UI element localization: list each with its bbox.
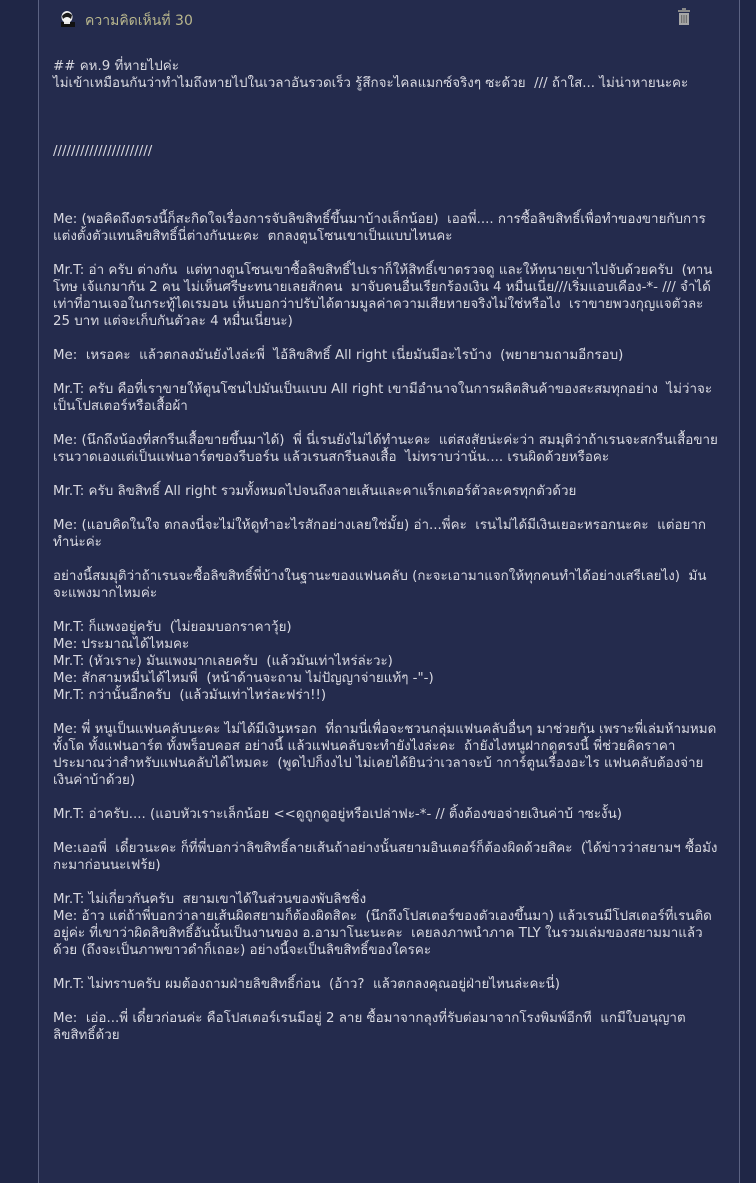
- paragraph-dialog: Me:เออพี่ เดี๋ยวนะคะ ก็ที่พี่บอกว่าลิขสิทธิ์ลายเส้นถ้าอย่างนั้นสยามอินเตอร์ก็ต้องผิดด้วยสิคะ (ได้ข่าวว่าสยามฯ ซื้อมังกะมาก่อนนะเฟร้ย): [53, 841, 718, 873]
- paragraph-dialog: Me: (แอบคิดในใจ ตกลงนี่จะไม่ให้ดูทำอะไรสักอย่างเลยใช่มั้ย) อ่า...พี่คะ เรนไม่ได้มีเงินเยอะหรอกนะคะ แต่อยากทำน่ะค่ะ: [53, 518, 706, 550]
- comment-header: [39, 0, 739, 40]
- comment-panel: [38, 0, 740, 1183]
- paragraph-dialog: Mr.T: ไม่เกี่ยวกันครับ สยามเขาได้ในส่วนของพับลิชชิ่ง Me: อ้าว แต่ถ้าพี่บอกว่าลายเส้นผิดสยามก็ต้องผิดสิคะ (นึกถึงโปสเตอร์ของตัวเองขึ้นมา) แล้วเรนมีโปสเตอร์ที่เรนติดอยู่ค่ะ ที่เขาว่าผิดลิขสิทธิ์อันนั้นเป็นงานของ อ.อามาโนะนะคะ เคยลงภาพนำภาค TLY ในรวมเล่มของสยามมาแล้วด้วย (ถึงจะเป็นภาพขาวดำก็เถอะ) อย่างนี้จะเป็นลิขสิทธิ์ของใครคะ: [53, 892, 712, 958]
- paragraph-dialog: Me: (พอคิดถึงตรงนี้ก็สะกิดใจเรื่องการจับลิขสิทธิ์ขึ้นมาบ้างเล็กน้อย) เออพี่.... การซื้อลิขสิทธิ์เพื่อทำของขายกับการแต่งตั้งตัวแทนลิขสิทธิ์นี่ต่างกันนะคะ ตกลงตูนโซนเขาเป็นแบบไหนคะ: [53, 212, 706, 244]
- user-avatar-icon: [59, 10, 77, 28]
- paragraph-dialog: Me: เอ่อ...พี่ เดี๋ยวก่อนค่ะ คือโปสเตอร์เรนมีอยู่ 2 ลาย ซื้อมาจากลุงที่รับต่อมาจากโรงพิมพ์อีกที แกมีใบอนุญาตลิขสิทธิ์ด้วย: [53, 1011, 686, 1043]
- comment-body: [53, 58, 723, 1044]
- paragraph-divider: //////////////////////: [53, 144, 153, 159]
- trash-icon[interactable]: [677, 8, 691, 26]
- paragraph-dialog: Mr.T: ครับ คือที่เราขายให้ตูนโซนไปมันเป็นแบบ All right เขามีอำนาจในการผลิตสินค้าของสะสมทุกอย่าง ไม่ว่าจะเป็นโปสเตอร์หรือเสื้อผ้า: [53, 382, 713, 414]
- paragraph-dialog: Mr.T: ก็แพงอยู่ครับ (ไม่ยอมบอกราคาวุ้ย) Me: ประมาณได้ไหมคะ Mr.T: (หัวเราะ) มันแพงมากเลยครับ (แล้วมันเท่าไหร่ล่ะวะ) Me: สักสามหมื่นได้ไหมพี่ (หน้าด้านจะถาม ไม่ปัญญาจ่ายแท้ๆ -"-) Mr.T: กว่านั้นอีกครับ (แล้วมันเท่าไหร่ละฟร่า!!): [53, 620, 434, 703]
- paragraph-dialog: Mr.T: ครับ ลิขสิทธิ์ All right รวมทั้งหมดไปจนถึงลายเส้นและคาแร็กเตอร์ตัวละครทุกตัวด้วย: [53, 484, 577, 499]
- paragraph-dialog: Mr.T: อ่า ครับ ต่างกัน แต่ทางตูนโซนเขาซื้อลิขสิทธิ์ไปเราก็ให้สิทธิ์เขาตรวจดู และให้ทนายเขาไปจับด้วยครับ (ทานโทษ เจ้แกมากัน 2 คน ไม่เห็นศรีษะทนายเลยสักคน มาจับคนอื่นเรียกร้องเงิน 4 หมื่นเนี่ย///เริ่มแอบเคือง-*- /// จำได้เท่าที่อานเจอในกระทู้ไดเรมอน เห็นบอกว่าปรับได้ตามมูลค่าความเสียหายจริงไม่ใช่หรือไง เราขายพวงกุญแจตัวละ 25 บาท แต่จะเก็บกันตัวละ 4 หมื่นเนี่ยนะ): [53, 263, 713, 329]
- comment-title: ความคิดเห็นที่ 30: [85, 13, 193, 29]
- paragraph-dialog: Mr.T: อ่าครับ.... (แอบหัวเราะเล็กน้อย <<ดูถูกดูอยู่หรือเปล่าฟะ-*- // ติ้งต้องขอจ่ายเงินค่าบ้ าซะงั้น): [53, 807, 622, 822]
- paragraph-dialog: Me: (นึกถึงน้องที่สกรีนเสื้อขายขึ้นมาได้) พี่ นี่เรนยังไม่ได้ทำนะคะ แต่สงสัยน่ะค่ะว่า สมมุติว่าถ้าเรนจะสกรีนเสื้อขาย เรนวาดเองแต่เป็นแฟนอาร์ตของรีบอร์น แล้วเรนสกรีนลงเสื้อ ไม่ทราบว่านั่น.... เรนผิดด้วยหรือคะ: [53, 433, 723, 465]
- paragraph-dialog: Mr.T: ไม่ทราบครับ ผมต้องถามฝ่ายลิขสิทธิ์ก่อน (อ้าว? แล้วตกลงคุณอยู่ฝ่ายไหนล่ะคะนี่): [53, 977, 560, 992]
- paragraph-dialog: Me: เหรอคะ แล้วตกลงมันยังไงล่ะพี่ ไอ้ลิขสิทธิ์ All right เนี่ยมันมีอะไรบ้าง (พยายามถามอีกรอบ): [53, 348, 624, 363]
- paragraph-intro: ## คห.9 ที่หายไปค่ะ ไม่เข้าเหมือนกันว่าทำไมถึงหายไปในเวลาอันรวดเร็ว รู้สึกจะไคลแมกซ์จริงๆ ซะด้วย /// ถ้าใส... ไม่น่าหายนะคะ: [53, 59, 689, 91]
- paragraph-dialog: Me: พี่ หนูเป็นแฟนคลับนะคะ ไม่ได้มีเงินหรอก ที่ถามนี่เพื่อจะชวนกลุ่มแฟนคลับอื่นๆ มาช่วยกัน เพราะพี่เล่มห้ามหมดทั้งโด ทั้งแฟนอาร์ต ทั้งพร็อบคอส อย่างนี้ แล้วแฟนคลับจะทำยังไงล่ะคะ ถ้ายังไงหนูฝากดูตรงนี้ พี่ช่วยคิดราคาประมาณว่าสำหรับแฟนคลับได้ไหมคะ (พูดไปก็งงไป ไม่เคยได้ยินว่าเวลาจะบ้ าการ์ตูนเรื่องอะไร แฟนคลับต้องจ่ายเงินค่าบ้าด้วย): [53, 722, 717, 788]
- paragraph-dialog: อย่างนี้สมมุติว่าถ้าเรนจะซื้อลิขสิทธิ์พี่บ้างในฐานะของแฟนคลับ (กะจะเอามาแจกให้ทุกคนทำได้อย่างเสรีเลยไง) มันจะแพงมากไหมค่ะ: [53, 569, 707, 601]
